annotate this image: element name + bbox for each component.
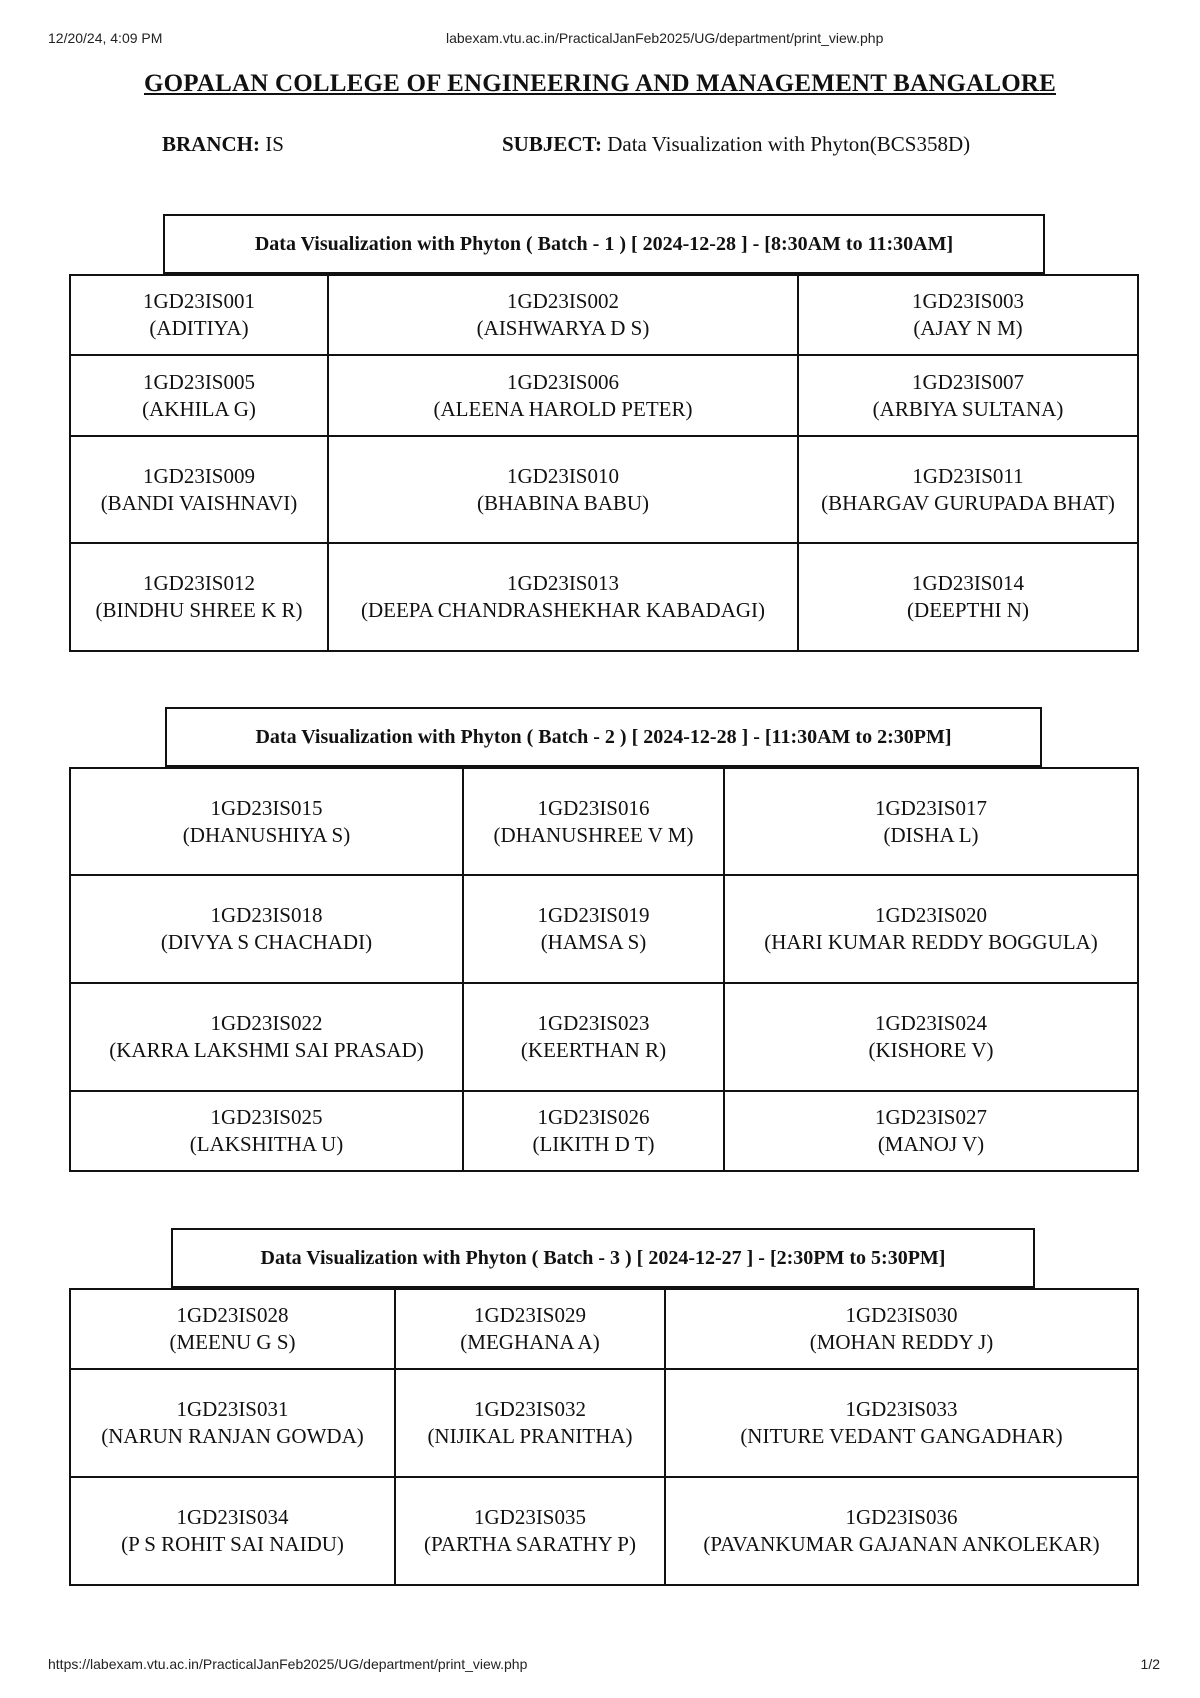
- subject-label: SUBJECT:: [502, 132, 602, 156]
- student-name: (DHANUSHREE V M): [493, 822, 694, 847]
- branch-value: IS: [265, 132, 284, 156]
- student-name: (AISHWARYA D S): [476, 316, 650, 340]
- print-footer-url: https://labexam.vtu.ac.in/PracticalJanFeb2025/UG/department/print_view.php: [48, 1656, 528, 1672]
- student-usn: 1GD23IS034: [176, 1505, 289, 1529]
- student-cell: [724, 1091, 1138, 1171]
- student-name: (NITURE VEDANT GANGADHAR): [740, 1424, 1063, 1448]
- student-name: (PAVANKUMAR GAJANAN ANKOLEKAR): [703, 1532, 1100, 1556]
- student-cell: [724, 768, 1138, 875]
- student-usn: 1GD23IS026: [537, 1105, 650, 1129]
- student-usn: 1GD23IS001: [142, 289, 255, 313]
- subject-value: Data Visualization with Phyton(BCS358D): [607, 132, 971, 156]
- student-name: (KISHORE V): [868, 1038, 994, 1062]
- student-usn: 1GD23IS005: [142, 369, 255, 394]
- student-cell: [395, 1477, 665, 1585]
- student-cell: [395, 1289, 665, 1369]
- student-usn: 1GD23IS019: [537, 903, 650, 927]
- student-cell: [70, 1369, 395, 1477]
- student-cell: [724, 875, 1138, 983]
- student-usn: 1GD23IS012: [142, 571, 255, 595]
- student-usn: 1GD23IS018: [210, 903, 323, 927]
- college-name: GOPALAN COLLEGE OF ENGINEERING AND MANAGEMENT BANGALORE: [143, 70, 1056, 97]
- student-cell: [665, 1289, 1138, 1369]
- student-cell: [328, 543, 798, 651]
- student-cell: [798, 275, 1138, 355]
- page-number: 1/2: [1140, 1656, 1160, 1672]
- student-cell: [463, 875, 724, 983]
- table-row: [70, 355, 1138, 436]
- student-cell: [463, 1091, 724, 1171]
- student-usn: 1GD23IS009: [142, 463, 255, 488]
- student-name: (BHABINA BABU): [476, 490, 650, 515]
- student-usn: 1GD23IS002: [506, 289, 619, 313]
- student-name: (NARUN RANJAN GOWDA): [101, 1424, 364, 1448]
- student-usn: 1GD23IS014: [911, 571, 1024, 595]
- student-cell: [463, 768, 724, 875]
- table-row: [70, 768, 1138, 875]
- student-usn: 1GD23IS028: [176, 1303, 289, 1327]
- student-cell: [328, 355, 798, 436]
- student-name: (HAMSA S): [540, 930, 647, 954]
- student-cell: [798, 355, 1138, 436]
- student-usn: 1GD23IS013: [506, 571, 619, 595]
- student-usn: 1GD23IS024: [874, 1011, 987, 1035]
- student-usn: 1GD23IS020: [874, 903, 987, 927]
- table-row: [70, 1477, 1138, 1585]
- branch-label: BRANCH:: [162, 132, 260, 156]
- student-usn: 1GD23IS010: [506, 463, 619, 488]
- student-cell: [70, 875, 463, 983]
- student-name: (DEEPA CHANDRASHEKHAR KABADAGI): [360, 598, 766, 622]
- print-footer: [48, 1656, 1160, 1678]
- student-cell: [724, 983, 1138, 1091]
- batch-1-title: Data Visualization with Phyton ( Batch - 1 ) [ 2024-12-28 ] - [8:30AM to 11:30AM]: [163, 214, 1045, 274]
- student-name: (ADITIYA): [149, 316, 249, 340]
- student-usn: 1GD23IS011: [912, 463, 1024, 488]
- student-name: (MANOJ V): [877, 1132, 985, 1156]
- batch-2-title: Data Visualization with Phyton ( Batch - 2 ) [ 2024-12-28 ] - [11:30AM to 2:30PM]: [165, 707, 1042, 767]
- student-cell: [70, 1477, 395, 1585]
- student-usn: 1GD23IS016: [537, 795, 650, 820]
- student-cell: [70, 275, 328, 355]
- table-row: [70, 1369, 1138, 1477]
- student-usn: 1GD23IS031: [176, 1397, 289, 1421]
- student-usn: 1GD23IS025: [210, 1105, 323, 1129]
- print-header: [48, 30, 1160, 52]
- student-name: (BINDHU SHREE K R): [95, 598, 303, 622]
- student-cell: [463, 983, 724, 1091]
- student-name: (KARRA LAKSHMI SAI PRASAD): [109, 1038, 424, 1062]
- student-name: (NIJIKAL PRANITHA): [427, 1424, 633, 1448]
- student-usn: 1GD23IS032: [473, 1397, 586, 1421]
- print-timestamp: 12/20/24, 4:09 PM: [48, 30, 163, 46]
- batch-3-table: [69, 1288, 1139, 1586]
- student-usn: 1GD23IS029: [473, 1303, 586, 1327]
- student-name: (KEERTHAN R): [520, 1038, 667, 1062]
- student-usn: 1GD23IS033: [845, 1397, 958, 1421]
- subject-line: [502, 132, 970, 160]
- student-usn: 1GD23IS022: [210, 1011, 323, 1035]
- student-name: (ARBIYA SULTANA): [872, 396, 1064, 421]
- table-row: [70, 983, 1138, 1091]
- student-cell: [70, 1091, 463, 1171]
- student-name: (ALEENA HAROLD PETER): [433, 396, 693, 421]
- student-usn: 1GD23IS036: [845, 1505, 958, 1529]
- student-name: (LIKITH D T): [532, 1132, 655, 1156]
- student-cell: [665, 1477, 1138, 1585]
- student-usn: 1GD23IS015: [210, 795, 323, 820]
- student-cell: [328, 275, 798, 355]
- student-usn: 1GD23IS006: [506, 369, 619, 394]
- student-cell: [70, 436, 328, 543]
- batch-1-table: [69, 274, 1139, 652]
- student-name: (MOHAN REDDY J): [809, 1330, 994, 1354]
- student-cell: [665, 1369, 1138, 1477]
- student-name: (DIVYA S CHACHADI): [160, 930, 373, 954]
- student-name: (PARTHA SARATHY P): [424, 1532, 636, 1556]
- student-usn: 1GD23IS035: [473, 1505, 586, 1529]
- student-usn: 1GD23IS003: [911, 289, 1024, 313]
- student-name: (DHANUSHIYA S): [182, 822, 351, 847]
- student-cell: [328, 436, 798, 543]
- student-usn: 1GD23IS017: [874, 795, 987, 820]
- student-name: (P S ROHIT SAI NAIDU): [121, 1532, 344, 1556]
- student-name: (MEENU G S): [169, 1330, 296, 1354]
- table-row: [70, 436, 1138, 543]
- student-name: (DISHA L): [883, 822, 979, 847]
- branch-line: [162, 132, 284, 160]
- student-cell: [70, 1289, 395, 1369]
- student-cell: [70, 768, 463, 875]
- student-cell: [798, 543, 1138, 651]
- table-row: [70, 275, 1138, 355]
- student-name: (BANDI VAISHNAVI): [100, 490, 298, 515]
- student-name: (MEGHANA A): [460, 1330, 600, 1354]
- student-cell: [70, 983, 463, 1091]
- student-usn: 1GD23IS030: [845, 1303, 958, 1327]
- table-row: [70, 1289, 1138, 1369]
- print-url: labexam.vtu.ac.in/PracticalJanFeb2025/UG/department/print_view.php: [446, 30, 884, 46]
- student-name: (BHARGAV GURUPADA BHAT): [821, 490, 1115, 515]
- batch-2-table: [69, 767, 1139, 1172]
- student-name: (HARI KUMAR REDDY BOGGULA): [764, 930, 1098, 954]
- student-cell: [798, 436, 1138, 543]
- student-name: (AJAY N M): [913, 316, 1023, 340]
- batch-3-title: Data Visualization with Phyton ( Batch - 3 ) [ 2024-12-27 ] - [2:30PM to 5:30PM]: [171, 1228, 1035, 1288]
- student-usn: 1GD23IS007: [911, 369, 1024, 394]
- student-usn: 1GD23IS027: [874, 1105, 987, 1129]
- student-name: (LAKSHITHA U): [189, 1132, 344, 1156]
- student-usn: 1GD23IS023: [537, 1011, 650, 1035]
- student-cell: [70, 355, 328, 436]
- table-row: [70, 543, 1138, 651]
- student-name: (AKHILA G): [142, 396, 256, 421]
- table-row: [70, 1091, 1138, 1171]
- student-cell: [395, 1369, 665, 1477]
- student-name: (DEEPTHI N): [907, 598, 1029, 622]
- student-cell: [70, 543, 328, 651]
- table-row: [70, 875, 1138, 983]
